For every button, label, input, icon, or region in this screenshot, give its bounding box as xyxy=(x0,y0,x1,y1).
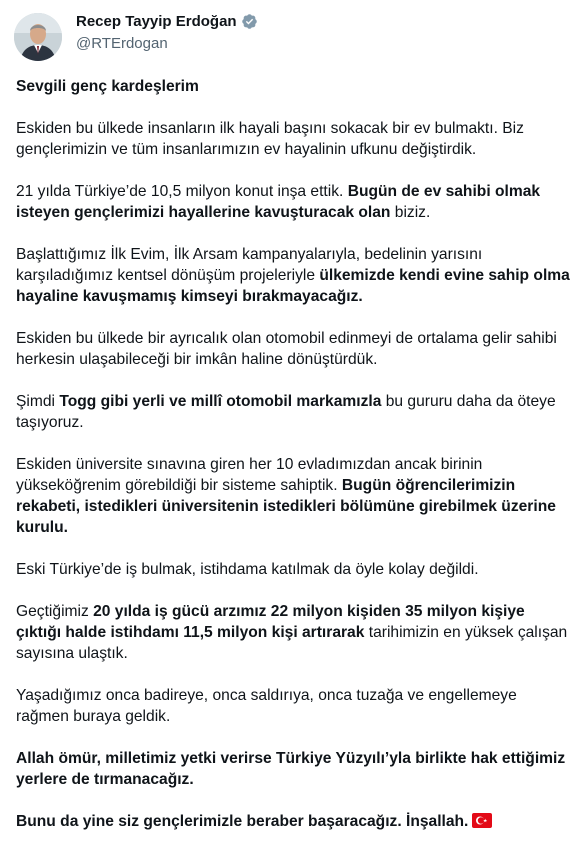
tweet-text: Eskiden üniversite sınavına giren her 10 evladımızdan ancak birinin yükseköğrenim görebildiği bir sisteme sahiptik. xyxy=(16,456,483,494)
tweet-text: 21 yılda Türkiye’de 10,5 milyon konut inşa ettik. xyxy=(16,183,348,200)
tweet-paragraph-11 xyxy=(16,748,572,790)
tweet-paragraph-8: Eski Türkiye’de iş bulmak, istihdama katılmak da öyle kolay değildi. xyxy=(16,561,479,578)
author-handle[interactable]: @RTErdogan xyxy=(76,35,168,52)
tweet-paragraph-6 xyxy=(16,391,572,433)
tweet-paragraph-9 xyxy=(16,601,572,664)
tweet-text-bold: 20 yılda iş gücü arzımız 22 milyon kişiden 35 milyon kişiye çıktığı halde istihdamı 11,5 milyon kişi artırarak xyxy=(16,603,525,641)
tweet-paragraph-3 xyxy=(16,181,572,223)
tweet-text: Şimdi xyxy=(16,393,60,410)
tweet-paragraph-1 xyxy=(16,76,572,97)
tweet-paragraph-2: Eskiden bu ülkede insanların ilk hayali başını sokacak bir ev bulmaktı. Biz gençlerimizin ve tüm insanlarımızın ev hayalinin ufkunu değiştirdik. xyxy=(16,120,524,158)
tweet-header xyxy=(0,0,586,70)
tweet-paragraph-12 xyxy=(16,811,572,832)
tweet-paragraph-10: Yaşadığımız onca badireye, onca saldırıya, onca tuzağa ve engellemeye rağmen buraya geldik. xyxy=(16,687,517,725)
tweet-text: bu gururu daha da öteye taşıyoruz. xyxy=(16,393,556,431)
tweet-paragraph-4 xyxy=(16,244,572,307)
author-name[interactable]: Recep Tayyip Erdoğan xyxy=(76,13,237,30)
tweet-paragraph-7 xyxy=(16,454,572,538)
tweet-text-bold: Togg gibi yerli ve millî otomobil markamızla xyxy=(59,393,382,410)
verified-badge-icon[interactable] xyxy=(241,13,258,30)
tweet-text: Geçtiğimiz xyxy=(16,603,94,620)
author-name-line xyxy=(76,13,258,30)
tweet-text-bold: ülkemizde kendi evine sahip olma hayaline kavuşmamış kimseyi bırakmayacağız. xyxy=(16,267,570,305)
turkey-flag-icon xyxy=(472,813,492,828)
author-avatar[interactable] xyxy=(14,13,62,61)
tweet-text: tarihimizin en yüksek çalışan sayısına ulaştık. xyxy=(16,624,568,662)
tweet-paragraph-5: Eskiden bu ülkede bir ayrıcalık olan otomobil edinmeyi de ortalama gelir sahibi herkesin ulaşabileceği bir imkân haline dönüştürdük. xyxy=(16,330,557,368)
tweet-text: biziz. xyxy=(390,204,431,221)
tweet-text-bold: Allah ömür, milletimiz yetki verirse Türkiye Yüzyılı’yla birlikte hak ettiğimiz yerlere de tırmanacağız. xyxy=(16,750,566,788)
tweet-text xyxy=(16,76,572,853)
tweet-text: Başlattığımız İlk Evim, İlk Arsam kampanyalarıyla, bedelinin yarısını karşıladığımız kentsel dönüşüm projeleriyle xyxy=(16,246,483,284)
tweet-text-bold: Bunu da yine siz gençlerimizle beraber başaracağız. İnşallah. xyxy=(16,813,469,830)
tweet-text-bold: Sevgili genç kardeşlerim xyxy=(16,78,199,95)
tweet-text-bold: Bugün de ev sahibi olmak isteyen gençlerimizi hayallerine kavuşturacak olan xyxy=(16,183,541,221)
tweet-text-bold: Bugün öğrencilerimizin rekabeti, istedikleri üniversitenin istedikleri bölümüne girebilmek üzerine kurulu. xyxy=(16,477,556,536)
